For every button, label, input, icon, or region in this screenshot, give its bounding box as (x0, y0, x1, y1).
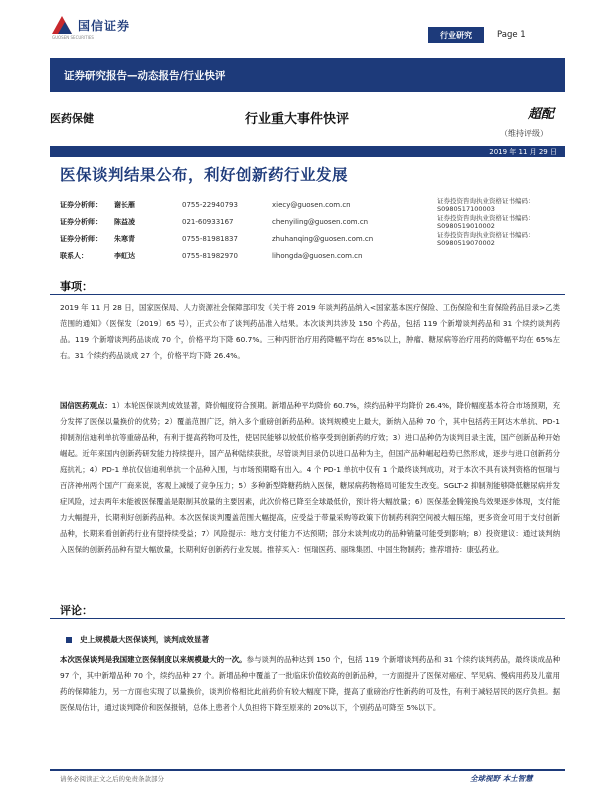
views-lead: 国信医药观点： (60, 401, 112, 410)
comments-lead: 本次医保谈判是我国建立医保制度以来规模最大的一次。 (60, 655, 247, 664)
logo-name: 国信证券 (78, 18, 131, 33)
footer-disclaimer: 请务必阅读正文之后的免责条款部分 (60, 775, 164, 783)
analyst-name: 陈益凌 (114, 217, 135, 226)
events-heading: 事项： (60, 280, 93, 293)
divider (50, 618, 565, 619)
rating-note: （维持评级） (500, 129, 548, 138)
analyst-role: 证券分析师： (60, 234, 102, 243)
analyst-row (60, 196, 570, 213)
report-series-band (50, 58, 565, 92)
analyst-cert: 证券投资咨询执业资格证书编码： S0980519070002 (437, 231, 535, 247)
analyst-row (60, 247, 570, 264)
views-body: 1）本轮医保谈判成效显著，降价幅度符合预期。新增品种平均降价 60.7%，续约品种平均降价 26.4%，降价幅度基本符合市场预期，充分发挥了医保以量换价的优势；2）覆盖范围广泛，纳入多个重磅创新药品种。谈判规模史上最大，新纳入品种 70 个，其中包括药王阿达木单抗、PD-1 抑制剂信迪利单抗等重磅品种，有利于提高药物可及性，使居民能够以较低价格享受到创新药的疗效；3）进口品种仍为谈判目录主流，国产创新品种开始崛起。近年来国内创新药研发能力持续提升，国产品种陆续获批，尽管谈判目录仍以进口品种为主，但国产品种崛起趋势已然形成，逐步与进口创新药分庭抗礼；4）PD-1 单抗仅信迪利单抗一个品种入围，与市场预期略有出入。4 个 PD-1 单抗中仅有 1 个最终谈判成功，对于本次不具有谈判资格的恒瑞与百济神州两个国产厂商来说，客观上减缓了竞争压力；5）多种新型降糖药纳入医保，糖尿病药物格局可能发生改变。SGLT-2 抑制剂能够降低糖尿病并发症风险，过去两年未能被医保覆盖是限制其放量的主要因素，此次价格已降至全球最低价，预计将大幅放量；6）医保基金腾笼换鸟效果逐步体现，支付能力大幅提升，长期利好创新药品种。本次医保谈判覆盖范围大幅提高，应受益于带量采购等政策下仿制药利润空间被大幅压缩，更多资金可用于支付创新品种，长期来看创新药行业有望持续受益；7）风险提示：地方支付能力不达预期；部分未谈判成功的品种销量可能受到影响；8）投资建议：通过谈判纳入医保的创新药品种有望大幅放量，长期利好创新药行业发展。推荐买入：恒瑞医药、丽珠集团、中国生物制药；推荐增持：康弘药业。 (60, 401, 560, 554)
report-date: 2019 年 11 月 29 日 (489, 147, 557, 156)
analyst-name: 朱寒青 (114, 234, 135, 243)
footer-slogan: 全球视野 本土智慧 (470, 774, 533, 783)
analyst-phone: 0755-81981837 (182, 234, 238, 243)
divider (50, 294, 565, 295)
report-type: 行业重大事件快评 (245, 112, 350, 127)
report-series-text: 证券研究报告—动态报告/行业快评 (64, 69, 226, 82)
company-logo (52, 14, 130, 36)
analyst-email[interactable]: zhuhanqing@guosen.com.cn (272, 234, 374, 243)
analyst-phone: 0755-22940793 (182, 200, 238, 209)
analyst-email[interactable]: chenyiling@guosen.com.cn (272, 217, 369, 226)
analyst-cert: 证券投资咨询执业资格证书编码： S0980519010002 (437, 214, 535, 230)
analyst-role: 联系人： (60, 251, 88, 260)
analyst-name: 李虹达 (114, 251, 135, 260)
date-band (50, 146, 565, 157)
analyst-email[interactable]: xiecy@guosen.com.cn (272, 200, 351, 209)
events-body: 2019 年 11 月 28 日，国家医保局、人力资源社会保障部印发《关于将 2019 年谈判药品纳入<国家基本医疗保险、工伤保险和生育保险药品目录>乙类范围的通知》（医保发〔2019〕65 号），正式公布了谈判药品准入结果。本次谈判共涉及 150 个药品，包括 119 个新增谈判药品和 31 个续约谈判药品。119 个新增谈判药品谈成 70 个，价格平均下降 60.7%。三种丙肝治疗用药降幅平均在 85%以上，肿瘤、糖尿病等治疗用药的降幅平均在 65%左右。31 个续约药品谈成 27 个，价格平均下降 26.4%。 (60, 303, 560, 360)
sector-name: 医药保健 (50, 112, 94, 125)
analyst-email[interactable]: lihongda@guosen.com.cn (272, 251, 363, 260)
rating: 超配 (528, 107, 555, 122)
square-bullet-icon (66, 637, 72, 643)
analyst-role: 证券分析师： (60, 217, 102, 226)
report-category-tag: 行业研究 (428, 27, 484, 43)
comments-body: 参与谈判的品种达到 150 个，包括 119 个新增谈判药品和 31 个续约谈判药品，最终谈成品种 97 个，其中新增品种 70 个，续约品种 27 个。新增品种中覆盖了一批临床价值较高的创新品种，一方面提升了医保对癌症、罕见病、慢病用药及儿童用药的保障能力，另一方面也实现了以量换价，谈判价格相比此前药价有较大幅度下降，提高了重磅治疗性新药的可及性，有利于减轻居民的医疗负担。据医保局估计，通过谈判降价和医保报销，总体上患者个人负担将下降至原来的 20%以下，个别药品可降至 5%以下。 (60, 655, 560, 712)
analyst-row (60, 230, 570, 247)
logo-subtitle: GUOSEN SECURITIES (52, 35, 94, 40)
comments-paragraph (60, 652, 560, 716)
analyst-phone: 021-60933167 (182, 217, 234, 226)
comment-bullet-text: 史上规模最大医保谈判，谈判成效显著 (80, 635, 210, 644)
footer-divider (50, 769, 565, 771)
report-title: 医保谈判结果公布，利好创新药行业发展 (60, 166, 349, 184)
analyst-list (60, 196, 570, 264)
comment-bullet (66, 634, 209, 645)
analyst-phone: 0755-81982970 (182, 251, 238, 260)
logo-mark-icon (52, 14, 74, 36)
analyst-cert: 证券投资咨询执业资格证书编码： S0980517100003 (437, 197, 535, 213)
analyst-name: 谢长雁 (114, 200, 135, 209)
analyst-row (60, 213, 570, 230)
page-number: Page 1 (497, 30, 526, 40)
views-paragraph (60, 398, 560, 558)
analyst-role: 证券分析师： (60, 200, 102, 209)
comments-heading: 评论： (60, 604, 93, 617)
